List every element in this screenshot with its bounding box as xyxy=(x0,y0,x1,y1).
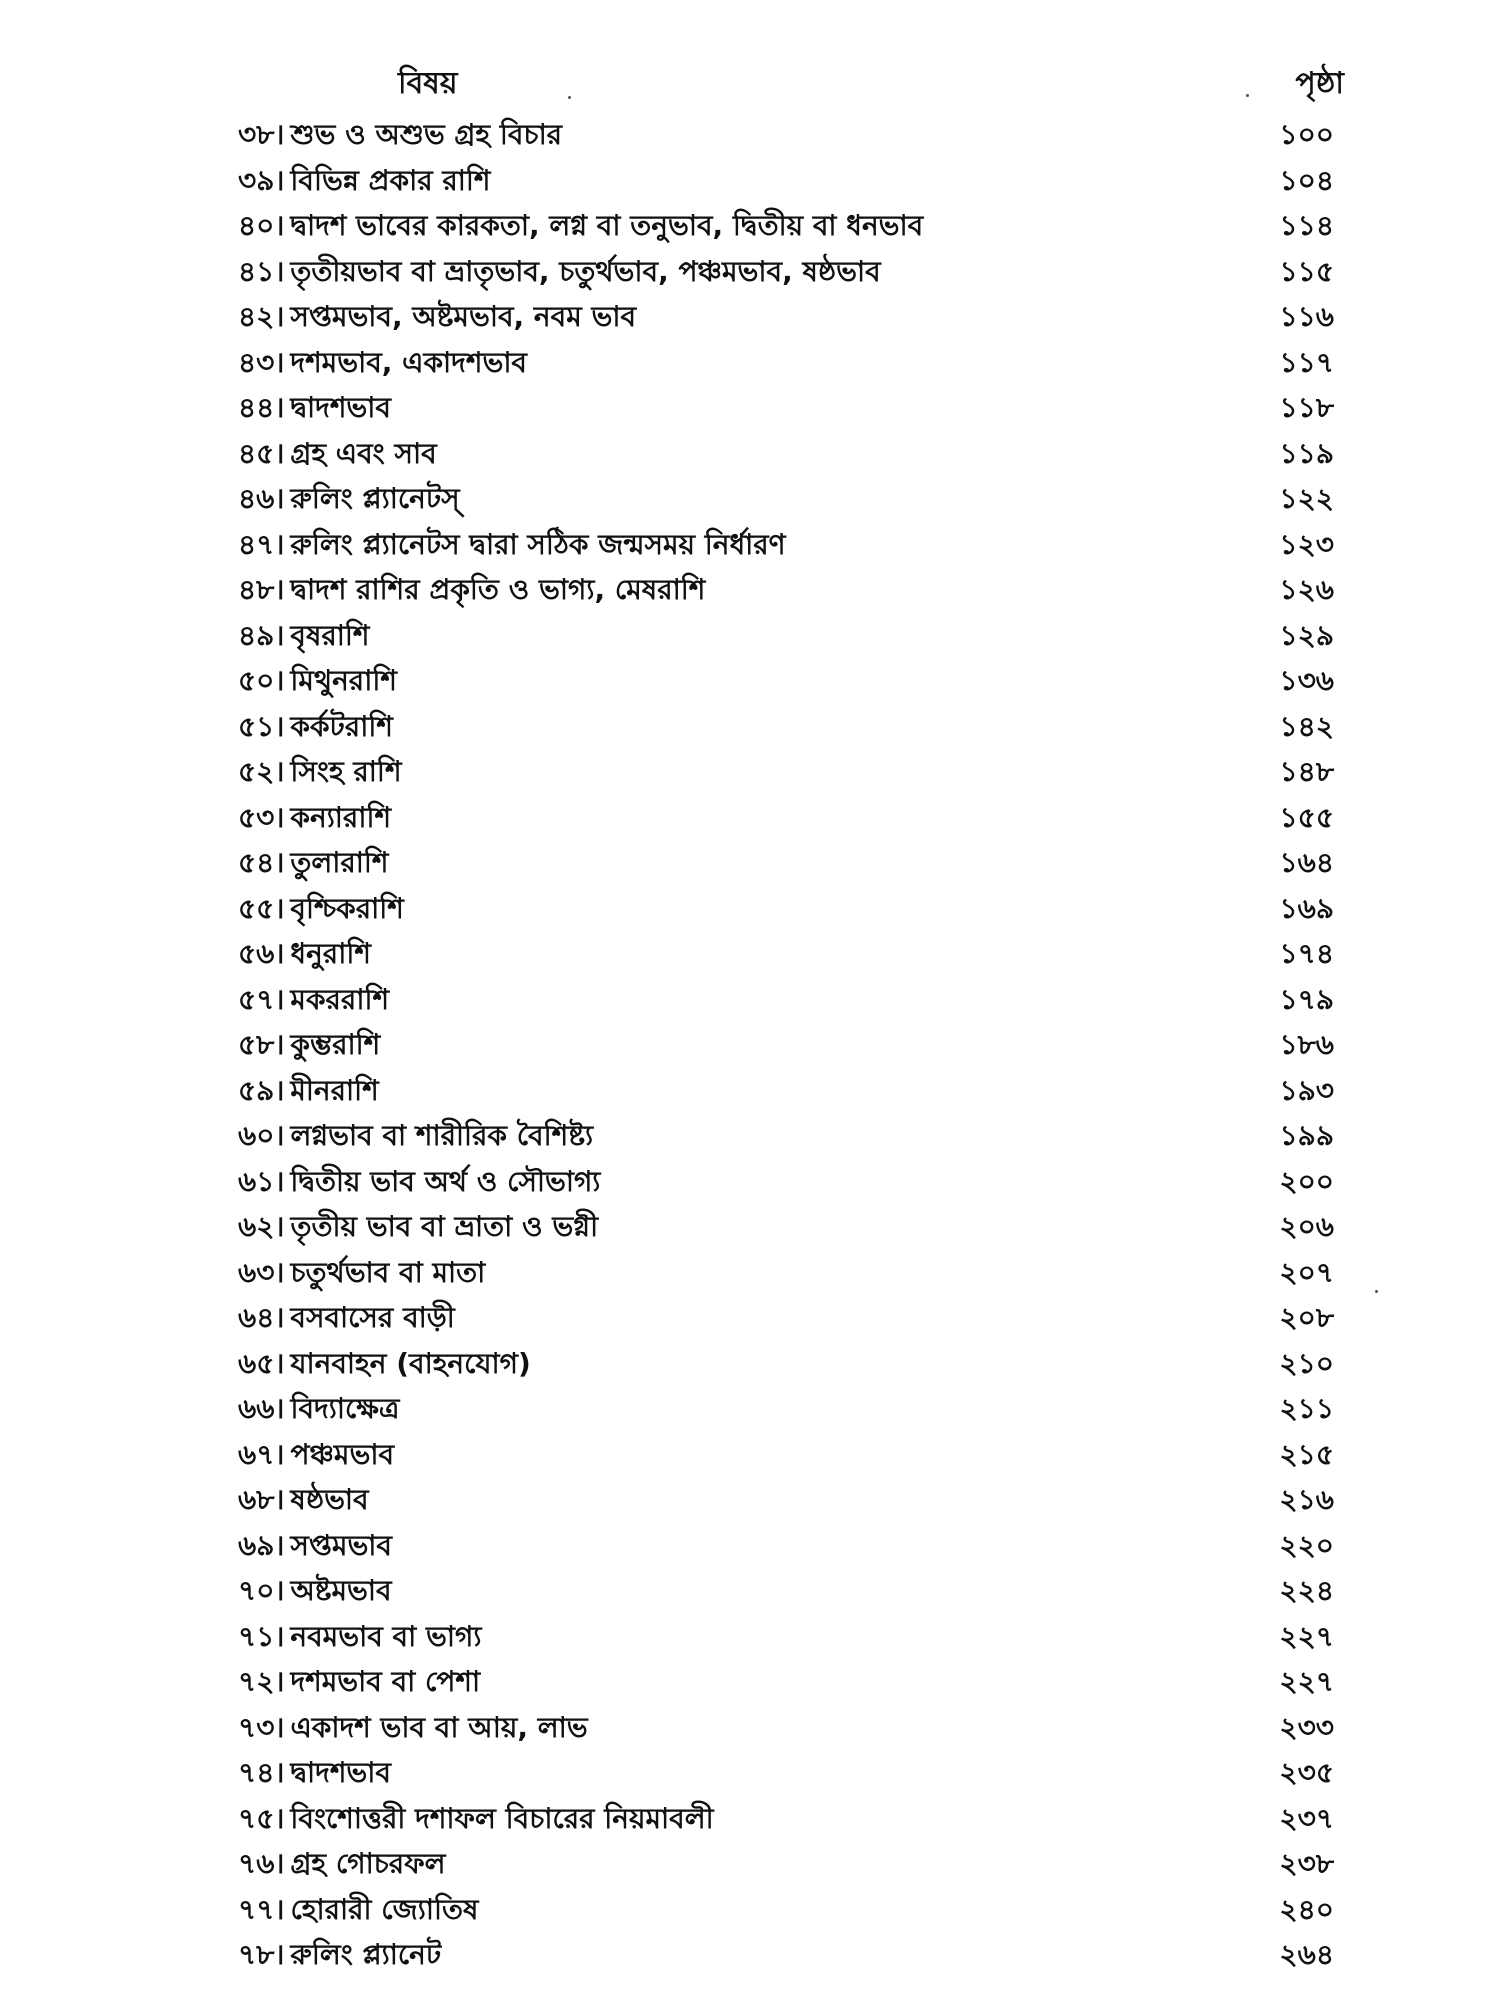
entry-title: পঞ্চমভাব xyxy=(290,1437,395,1471)
entry-page-number: ২০০ xyxy=(1279,1164,1334,1198)
toc-entry xyxy=(238,658,1348,704)
entry-title: সিংহ রাশি xyxy=(290,755,402,788)
entry-number: ৬৮। xyxy=(238,1483,285,1516)
toc-entry xyxy=(238,1113,1348,1159)
toc-entry xyxy=(238,1659,1348,1705)
toc-entry xyxy=(238,1887,1348,1933)
entry-page-number: ২১৬ xyxy=(1279,1483,1334,1516)
entry-number: ৪৬। xyxy=(238,482,285,515)
entry-number: ৫৪। xyxy=(238,846,285,879)
entry-title: দ্বাদশভাব xyxy=(290,391,391,424)
toc-entry xyxy=(238,158,1348,204)
entry-number: ৬৩। xyxy=(238,1255,285,1289)
entry-page-number: ২১৫ xyxy=(1279,1437,1334,1471)
entry-number: ৬৬। xyxy=(238,1392,285,1425)
entry-title: দ্বাদশ রাশির প্রকৃতি ও ভাগ্য, মেষরাশি xyxy=(290,573,706,606)
toc-entry xyxy=(238,1295,1348,1341)
entry-page-number: ১৬৪ xyxy=(1279,846,1334,879)
entry-title: বিভিন্ন প্রকার রাশি xyxy=(290,163,491,197)
entry-title: হোরারী জ্যোতিষ xyxy=(290,1892,479,1926)
toc-entry xyxy=(238,1932,1348,1978)
entry-title: কর্কটরাশি xyxy=(290,709,393,743)
entry-number: ৫৯। xyxy=(238,1073,285,1107)
entry-title: গ্রহ গোচরফল xyxy=(290,1847,446,1880)
toc-entry xyxy=(238,1022,1348,1068)
toc-entry xyxy=(238,476,1348,522)
entry-page-number: ২৪০ xyxy=(1279,1892,1334,1926)
entry-number: ৬১। xyxy=(238,1164,285,1198)
toc-entry xyxy=(238,522,1348,568)
entry-title: তৃতীয় ভাব বা ভ্রাতা ও ভগ্নী xyxy=(290,1210,599,1243)
entry-title: বৃশ্চিকরাশি xyxy=(290,891,404,925)
entry-number: ৭৩। xyxy=(238,1710,285,1744)
entry-number: ৫৫। xyxy=(238,891,285,925)
entry-page-number: ২০৭ xyxy=(1279,1255,1334,1289)
entry-title: সপ্তমভাব xyxy=(290,1528,393,1562)
entry-page-number: ১২৯ xyxy=(1279,618,1334,652)
entry-page-number: ১৪৮ xyxy=(1279,755,1334,788)
toc-entry xyxy=(238,749,1348,795)
entry-number: ৬৫। xyxy=(238,1346,285,1380)
entry-title: রুলিং প্ল্যানেটস্ xyxy=(290,482,460,515)
entry-number: ৭৪। xyxy=(238,1756,285,1789)
entry-title: দ্বাদশভাব xyxy=(290,1756,391,1789)
entry-title: রুলিং প্ল্যানেট xyxy=(290,1938,442,1971)
entry-title: বসবাসের বাড়ী xyxy=(290,1301,455,1334)
entry-page-number: ২২৪ xyxy=(1279,1574,1334,1607)
entry-number: ৭২। xyxy=(238,1665,285,1698)
entry-page-number: ২০৬ xyxy=(1279,1210,1334,1243)
entry-page-number: ১১৯ xyxy=(1279,436,1334,470)
entry-page-number: ১৯৩ xyxy=(1279,1073,1334,1107)
entry-title: গ্রহ এবং সাব xyxy=(290,436,437,470)
toc-entry xyxy=(238,1386,1348,1432)
entry-number: ৫৬। xyxy=(238,937,285,970)
entry-title: সপ্তমভাব, অষ্টমভাব, নবম ভাব xyxy=(290,300,637,333)
toc-entry xyxy=(238,1341,1348,1387)
entry-title: চতুর্থভাব বা মাতা xyxy=(290,1255,486,1289)
entry-page-number: ২৬৪ xyxy=(1279,1938,1334,1971)
entry-page-number: ১৫৫ xyxy=(1279,800,1334,834)
entry-number: ৭৮। xyxy=(238,1938,285,1971)
toc-entry xyxy=(238,977,1348,1023)
toc-entry xyxy=(238,1750,1348,1796)
entry-page-number: ১৮৬ xyxy=(1279,1028,1334,1061)
entry-number: ৬০। xyxy=(238,1119,285,1152)
entry-page-number: ১২৬ xyxy=(1279,573,1334,606)
toc-entry xyxy=(238,613,1348,659)
entry-number: ৭৬। xyxy=(238,1847,285,1880)
entry-page-number: ১৭৯ xyxy=(1279,982,1334,1016)
entry-page-number: ১৩৬ xyxy=(1279,664,1334,697)
entry-title: রুলিং প্ল্যানেটস দ্বারা সঠিক জন্মসময় নির্ধারণ xyxy=(290,527,786,561)
entry-page-number: ২১১ xyxy=(1279,1392,1334,1425)
scan-speck xyxy=(1375,1290,1378,1293)
entry-page-number: ১২৩ xyxy=(1279,527,1334,561)
toc-entry xyxy=(238,795,1348,841)
entry-page-number: ২৩৭ xyxy=(1279,1801,1334,1835)
entry-number: ৪৪। xyxy=(238,391,285,424)
entry-number: ৪৯। xyxy=(238,618,285,652)
toc-entry xyxy=(238,840,1348,886)
toc-entry xyxy=(238,1159,1348,1205)
entry-title: বিদ্যাক্ষেত্র xyxy=(290,1392,400,1425)
entry-number: ৪৮। xyxy=(238,573,285,606)
entry-number: ৭০। xyxy=(238,1574,285,1607)
toc-entry xyxy=(238,294,1348,340)
entry-page-number: ১২২ xyxy=(1279,482,1334,515)
entry-number: ৫৭। xyxy=(238,982,285,1016)
entry-page-number: ২৩৫ xyxy=(1279,1756,1334,1789)
entry-page-number: ১১৭ xyxy=(1279,345,1334,379)
entry-number: ৫২। xyxy=(238,755,285,788)
toc-entry xyxy=(238,1796,1348,1842)
entry-title: কুম্ভরাশি xyxy=(290,1028,381,1061)
entry-title: ষষ্ঠভাব xyxy=(290,1483,369,1516)
subject-column-header: বিষয় xyxy=(398,66,458,101)
entry-title: অষ্টমভাব xyxy=(290,1574,392,1607)
entry-number: ৭৫। xyxy=(238,1801,285,1835)
entry-page-number: ২০৮ xyxy=(1279,1301,1334,1334)
toc-entry xyxy=(238,1705,1348,1751)
entry-title: বিংশোত্তরী দশাফল বিচারের নিয়মাবলী xyxy=(290,1801,714,1835)
entry-page-number: ২৩৮ xyxy=(1279,1847,1334,1880)
entry-number: ৫১। xyxy=(238,709,285,743)
toc-entry xyxy=(238,249,1348,295)
entry-page-number: ১৬৯ xyxy=(1279,891,1334,925)
entry-page-number: ১৯৯ xyxy=(1279,1119,1334,1152)
entry-page-number: ২২০ xyxy=(1279,1528,1334,1562)
entry-page-number: ১০৪ xyxy=(1279,163,1334,197)
entry-title: মিথুনরাশি xyxy=(290,664,397,697)
toc-entry xyxy=(238,1614,1348,1660)
entry-number: ৬৯। xyxy=(238,1528,285,1562)
entry-number: ৭৭। xyxy=(238,1892,285,1926)
toc-entry xyxy=(238,1568,1348,1614)
toc-entry xyxy=(238,1841,1348,1887)
entry-number: ৫৩। xyxy=(238,800,285,834)
toc-entry xyxy=(238,886,1348,932)
entry-page-number: ১০০ xyxy=(1279,118,1334,151)
entry-title: দশমভাব বা পেশা xyxy=(290,1665,481,1698)
toc-entry xyxy=(238,1204,1348,1250)
toc-entry xyxy=(238,112,1348,158)
entry-number: ৩৮। xyxy=(238,118,285,151)
page-column-header: পৃষ্ঠা xyxy=(1295,66,1344,101)
entry-title: যানবাহন (বাহনযোগ) xyxy=(290,1346,531,1380)
toc-entry xyxy=(238,340,1348,386)
entry-number: ৬৭। xyxy=(238,1437,285,1471)
entry-number: ৪৩। xyxy=(238,345,285,379)
entry-number: ৬২। xyxy=(238,1210,285,1243)
entry-page-number: ১৭৪ xyxy=(1279,937,1334,970)
entry-number: ৭১। xyxy=(238,1619,285,1653)
entry-number: ৫০। xyxy=(238,664,285,697)
entry-page-number: ১১৬ xyxy=(1279,300,1334,333)
entry-page-number: ২১০ xyxy=(1279,1346,1334,1380)
entry-number: ৪২। xyxy=(238,300,285,333)
toc-entry xyxy=(238,704,1348,750)
table-of-contents-list xyxy=(238,112,1348,1978)
entry-title: দশমভাব, একাদশভাব xyxy=(290,345,528,379)
entry-title: মকররাশি xyxy=(290,982,390,1016)
entry-page-number: ১৪২ xyxy=(1279,709,1334,743)
entry-number: ৪০। xyxy=(238,209,285,242)
toc-entry xyxy=(238,1477,1348,1523)
entry-title: তৃতীয়ভাব বা ভ্রাতৃভাব, চতুর্থভাব, পঞ্চমভাব, ষষ্ঠভাব xyxy=(290,254,881,288)
scan-speck xyxy=(568,96,571,99)
entry-page-number: ২২৭ xyxy=(1279,1619,1334,1653)
toc-entry xyxy=(238,203,1348,249)
entry-number: ৫৮। xyxy=(238,1028,285,1061)
entry-number: ৪৫। xyxy=(238,436,285,470)
entry-title: দ্বাদশ ভাবের কারকতা, লগ্ন বা তনুভাব, দ্বিতীয় বা ধনভাব xyxy=(290,209,924,242)
entry-number: ৪৭। xyxy=(238,527,285,561)
toc-entry xyxy=(238,1523,1348,1569)
toc-entry xyxy=(238,567,1348,613)
entry-number: ৪১। xyxy=(238,254,285,288)
entry-page-number: ১১৫ xyxy=(1279,254,1334,288)
entry-page-number: ১১৮ xyxy=(1279,391,1334,424)
entry-title: দ্বিতীয় ভাব অর্থ ও সৌভাগ্য xyxy=(290,1164,601,1198)
scan-speck xyxy=(1246,94,1249,97)
toc-entry xyxy=(238,385,1348,431)
entry-page-number: ১১৪ xyxy=(1279,209,1334,242)
entry-number: ৩৯। xyxy=(238,163,285,197)
entry-title: কন্যারাশি xyxy=(290,800,392,834)
entry-title: লগ্নভাব বা শারীরিক বৈশিষ্ট্য xyxy=(290,1119,594,1152)
entry-title: ধনুরাশি xyxy=(290,937,371,970)
entry-title: একাদশ ভাব বা আয়, লাভ xyxy=(290,1710,588,1744)
entry-title: মীনরাশি xyxy=(290,1073,379,1107)
entry-number: ৬৪। xyxy=(238,1301,285,1334)
entry-title: তুলারাশি xyxy=(290,846,389,879)
toc-entry xyxy=(238,1068,1348,1114)
entry-title: শুভ ও অশুভ গ্রহ বিচার xyxy=(290,118,563,151)
entry-title: বৃষরাশি xyxy=(290,618,370,652)
entry-page-number: ২২৭ xyxy=(1279,1665,1334,1698)
toc-entry xyxy=(238,931,1348,977)
toc-entry xyxy=(238,431,1348,477)
entry-page-number: ২৩৩ xyxy=(1279,1710,1334,1744)
toc-entry xyxy=(238,1432,1348,1478)
toc-entry xyxy=(238,1250,1348,1296)
entry-title: নবমভাব বা ভাগ্য xyxy=(290,1619,482,1653)
